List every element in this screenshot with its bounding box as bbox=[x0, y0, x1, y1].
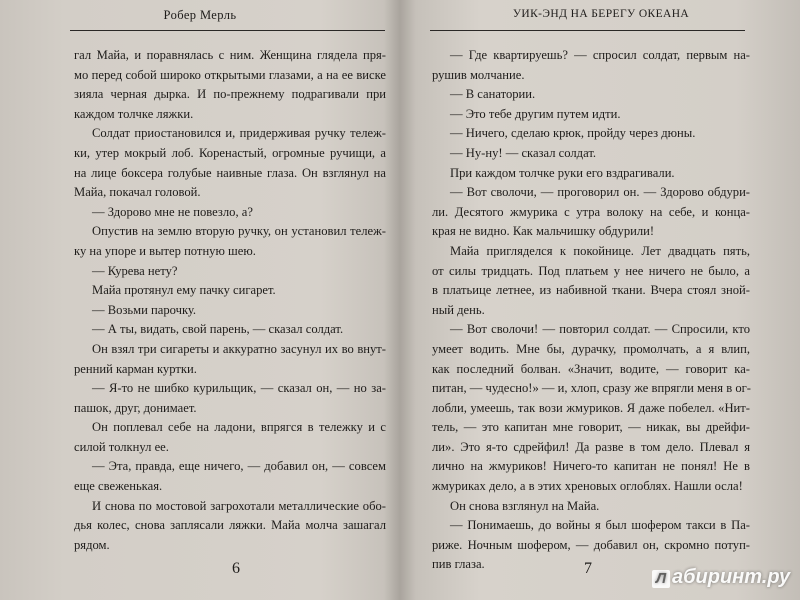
text-line: — Вот сволочи! — повторил солдат. — Спросили, кто bbox=[450, 322, 750, 337]
text-line: ли». Это я-то сдрейфил! Да разве в том дело. Плевал я bbox=[432, 439, 750, 454]
text-line: И снова по мостовой загрохотали металлические обо- bbox=[92, 498, 386, 513]
text-line: ный день. bbox=[432, 302, 485, 317]
text-line: — Ничего, сделаю крюк, пройду через дюны. bbox=[450, 126, 696, 141]
text-line: питан, — чудесно!» — и, хлоп, сразу же впрягли меня в ог- bbox=[432, 381, 751, 396]
text-line: — Здорово мне не повезло, а? bbox=[92, 204, 253, 219]
text-line: жмуриках дело, а в этих хреновых оглоблях. Нашли осла! bbox=[432, 479, 743, 494]
text-line: Майа пригляделся к покойнице. Лет двадцать пять, bbox=[450, 243, 750, 258]
right-header-rule bbox=[430, 30, 745, 31]
text-line: — В санатории. bbox=[450, 87, 536, 102]
text-line: еще свеженькая. bbox=[74, 479, 163, 494]
text-line: края не видно. Как мальчишку обдурили! bbox=[432, 224, 655, 239]
left-header-rule bbox=[70, 30, 385, 31]
labirint-logo-icon: Л bbox=[652, 570, 670, 588]
left-page-number: 6 bbox=[232, 560, 240, 577]
text-line: силой толкнул ее. bbox=[74, 439, 169, 454]
text-line: — А ты, видать, свой парень, — сказал солдат. bbox=[92, 322, 344, 337]
text-line: Майа протянул ему пачку сигарет. bbox=[92, 283, 276, 298]
text-line: пив глаза. bbox=[432, 557, 485, 572]
text-line: на лице боксера голубые наивные глаза. Он взглянул на bbox=[74, 165, 386, 180]
right-page-header: УИК-ЭНД НА БЕРЕГУ ОКЕАНА bbox=[512, 8, 690, 20]
text-line: ку на упоре и вытер потную шею. bbox=[74, 243, 256, 258]
text-line: Он поплевал себе на ладони, впрягся в тележку и с bbox=[92, 420, 386, 435]
text-line: Он снова взглянул на Майа. bbox=[450, 498, 600, 513]
text-line: от силы тридцать. Под платьем у нее ничего не было, а bbox=[432, 263, 750, 278]
text-line: рядом. bbox=[74, 537, 110, 552]
watermark-text: абиринт.ру bbox=[672, 566, 791, 588]
right-page-text bbox=[432, 46, 750, 575]
text-line: — Возьми парочку. bbox=[92, 302, 197, 317]
text-line: зияла черная дырка. И по-прежнему подрагивали при bbox=[74, 87, 386, 102]
text-line: — Это тебе другим путем идти. bbox=[450, 106, 621, 121]
text-line: — Где квартируешь? — спросил солдат, первым на- bbox=[450, 48, 750, 62]
text-line: Майа, покачал головой. bbox=[74, 185, 201, 200]
text-line: — Курева нету? bbox=[92, 263, 178, 278]
text-line: — Вот сволочи, — проговорил он. — Здорово обдури- bbox=[450, 185, 750, 200]
text-line: ки, утер мокрый лоб. Коренастый, огромные ручищи, а bbox=[74, 145, 386, 160]
text-line: — Понимаешь, до войны я был шофером такси в Па- bbox=[450, 518, 750, 533]
text-line: — Эта, правда, еще ничего, — добавил он, — совсем bbox=[92, 459, 386, 474]
text-line: рушив молчание. bbox=[432, 67, 525, 82]
text-line: гал Майа, и поравнялась с ним. Женщина глядела пря- bbox=[74, 48, 386, 62]
text-line: тель, — это капитан мне говорит, — никак, вы дрейфи- bbox=[432, 420, 750, 435]
right-page-number: 7 bbox=[584, 560, 592, 577]
labirint-watermark bbox=[652, 566, 790, 589]
text-line: — Я-то не шибко курильщик, — сказал он, — но за- bbox=[92, 381, 386, 396]
text-line: Опустив на землю вторую ручку, он установил тележ- bbox=[92, 224, 386, 239]
text-line: дья колес, снова заплясали ляжки. Майа молча зашагал bbox=[74, 518, 386, 533]
text-line: ли. Десятого жмурика с утра волоку на себе, и конца- bbox=[432, 204, 750, 219]
left-page-header: Робер Мерль bbox=[163, 8, 237, 22]
text-line: в платьице летнее, из набивной ткани. Вчера стоял зной- bbox=[432, 283, 750, 298]
text-line: как последний болван. «Значит, водите, — говорит ка- bbox=[432, 361, 750, 376]
text-line: умеет водить. Мне бы, дурачку, промолчать, а я влип, bbox=[432, 341, 750, 356]
text-line: риже. Ночным шофером, — добавил он, скромно потуп- bbox=[432, 537, 750, 552]
text-line: лично на жмуриков! Ничего-то капитан не понял! Не в bbox=[432, 459, 750, 474]
text-line: пашок, друг, донимает. bbox=[74, 400, 197, 415]
text-line: лобли, умеешь, так вози жмуриков. Я даже побелел. «Нит- bbox=[432, 400, 750, 415]
text-line: ренний карман куртки. bbox=[74, 361, 197, 376]
left-page-text bbox=[74, 46, 386, 555]
text-line: При каждом толчке руки его вздрагивали. bbox=[450, 165, 675, 180]
text-line: Он взял три сигареты и аккуратно засунул их во внут- bbox=[92, 341, 386, 356]
text-line: мо перед собой широко открытыми глазами, а на ее виске bbox=[74, 67, 386, 82]
text-line: Солдат приостановился и, придерживая ручку тележ- bbox=[92, 126, 386, 141]
right-page bbox=[402, 0, 800, 600]
text-line: — Ну-ну! — сказал солдат. bbox=[450, 145, 597, 160]
text-line: каждом толчке ляжки. bbox=[74, 106, 194, 121]
